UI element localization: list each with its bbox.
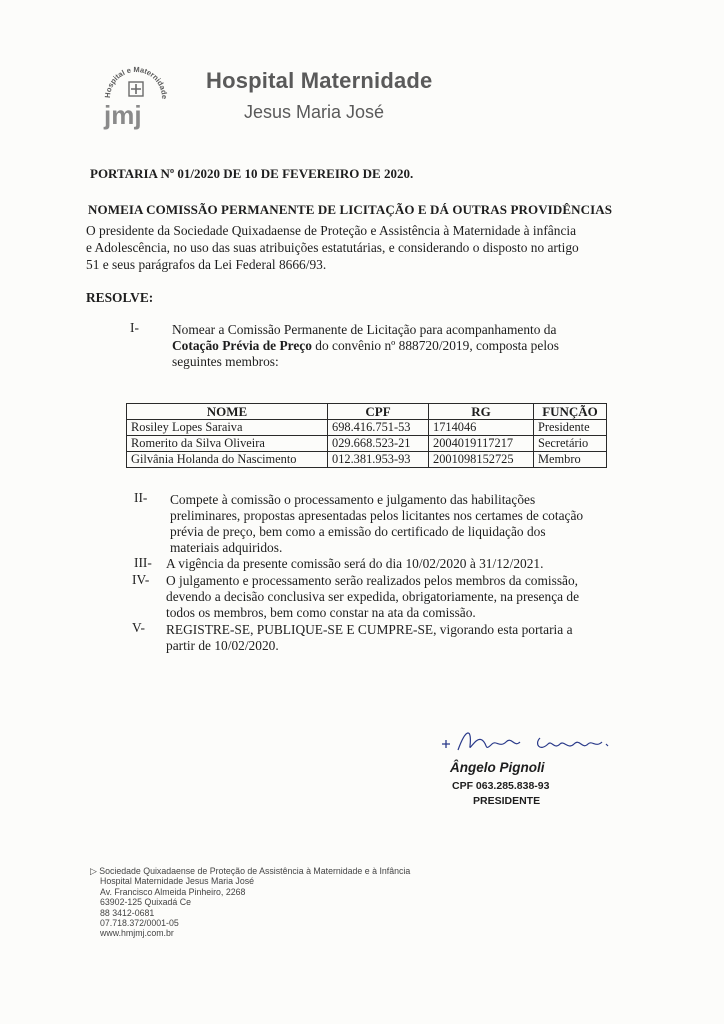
table-row (127, 452, 607, 468)
member-name: Romerito da Silva Oliveira (127, 436, 328, 452)
logo-ring-text: Hospital e Maternidade (102, 64, 170, 100)
intro-line: 51 e seus parágrafos da Lei Federal 8666/93. (86, 257, 327, 272)
item-2-text (170, 492, 606, 556)
hospital-subtitle: Jesus Maria José (244, 102, 385, 122)
item-1-line-rest: do convênio nº 888720/2019, composta pelos (311, 338, 559, 353)
footer-line: 07.718.372/0001-05 (100, 918, 179, 929)
item-4-line: todos os membros, bem como constar na ata da comissão. (166, 605, 476, 620)
signatory-name: Ângelo Pignoli (450, 760, 545, 775)
member-cpf: 029.668.523-21 (328, 436, 429, 452)
cotacao-bold: Cotação Prévia de Preço (172, 338, 312, 353)
header-cpf: CPF (328, 404, 429, 420)
nomeia-heading: NOMEIA COMISSÃO PERMANENTE DE LICITAÇÃO E DÁ OUTRAS PROVIDÊNCIAS (88, 202, 613, 217)
member-role: Presidente (534, 420, 607, 436)
item-5-line: partir de 10/02/2020. (166, 638, 279, 653)
table-row (127, 436, 607, 452)
member-cpf: 698.416.751-53 (328, 420, 429, 436)
item-2-line: prévia de preço, bem como a emissão do certificado de liquidação dos (170, 524, 546, 539)
item-5-text (166, 622, 606, 654)
intro-line: e Adolescência, no uso das suas atribuições estatutárias, e considerando o disposto no artigo (86, 240, 579, 255)
header-funcao: FUNÇÃO (534, 404, 607, 420)
footer-line (90, 866, 410, 876)
member-role: Secretário (534, 436, 607, 452)
member-rg: 2001098152725 (429, 452, 534, 468)
item-2-line: materiais adquiridos. (170, 540, 283, 555)
item-1-number: I- (130, 320, 139, 335)
header-rg: RG (429, 404, 534, 420)
portaria-title: PORTARIA Nº 01/2020 DE 10 DE FEVEREIRO DE 2020. (90, 166, 414, 181)
item-4-line: O julgamento e processamento serão realizados pelos membros da comissão, (166, 573, 579, 588)
item-5-number: V- (132, 620, 145, 635)
member-name: Rosiley Lopes Saraiva (127, 420, 328, 436)
item-1-line: seguintes membros: (172, 354, 279, 369)
member-rg: 1714046 (429, 420, 534, 436)
item-3-number: III- (134, 555, 152, 570)
intro-paragraph (86, 222, 616, 273)
table-header-row (127, 404, 607, 420)
item-2-line: preliminares, propostas apresentadas pelos licitantes nos certames de cotação (170, 508, 584, 523)
logo-letters: jmj (104, 100, 142, 130)
member-name: Gilvânia Holanda do Nascimento (127, 452, 328, 468)
hospital-title: Hospital Maternidade (206, 68, 433, 93)
item-4-line: devendo a decisão conclusiva ser expedida, obrigatoriamente, na presença de (166, 589, 580, 604)
member-rg: 2004019117217 (429, 436, 534, 452)
item-3-text (166, 556, 606, 572)
item-2-number: II- (134, 490, 148, 505)
footer-line: Av. Francisco Almeida Pinheiro, 2268 (100, 886, 246, 897)
footer-org: Sociedade Quixadaense de Proteção de Assistência à Maternidade e à Infância (99, 866, 411, 876)
signatory-cpf: CPF 063.285.838-93 (452, 780, 550, 792)
footer-line: 88 3412-0681 (100, 907, 155, 918)
item-1-text (172, 322, 607, 370)
footer-line: Hospital Maternidade Jesus Maria José (100, 876, 255, 887)
member-role: Membro (534, 452, 607, 468)
resolve-heading: RESOLVE: (86, 290, 154, 305)
triangle-icon: ▷ (90, 866, 97, 876)
signatory-role: PRESIDENTE (473, 795, 541, 807)
footer-line: 63902-125 Quixadá Ce (100, 897, 191, 908)
member-cpf: 012.381.953-93 (328, 452, 429, 468)
footer-line: www.hmjmj.com.br (100, 928, 174, 939)
item-3-line: A vigência da presente comissão será do dia 10/02/2020 à 31/12/2021. (166, 556, 544, 571)
table-row (127, 420, 607, 436)
hospital-logo (96, 58, 192, 130)
item-5-line: REGISTRE-SE, PUBLIQUE-SE E CUMPRE-SE, vigorando esta portaria a (166, 622, 573, 637)
header-nome: NOME (127, 404, 328, 420)
item-1-line: Nomear a Comissão Permanente de Licitação para acompanhamento da (172, 322, 557, 337)
footer-address (90, 866, 410, 939)
intro-line: O presidente da Sociedade Quixadaense de Proteção e Assistência à Maternidade à infância (86, 223, 577, 238)
item-2-line: Compete à comissão o processamento e julgamento das habilitações (170, 492, 536, 507)
item-1-line (172, 338, 607, 354)
item-4-number: IV- (132, 572, 150, 587)
members-table (126, 403, 607, 468)
item-4-text (166, 573, 606, 621)
handwritten-signature (436, 722, 616, 762)
